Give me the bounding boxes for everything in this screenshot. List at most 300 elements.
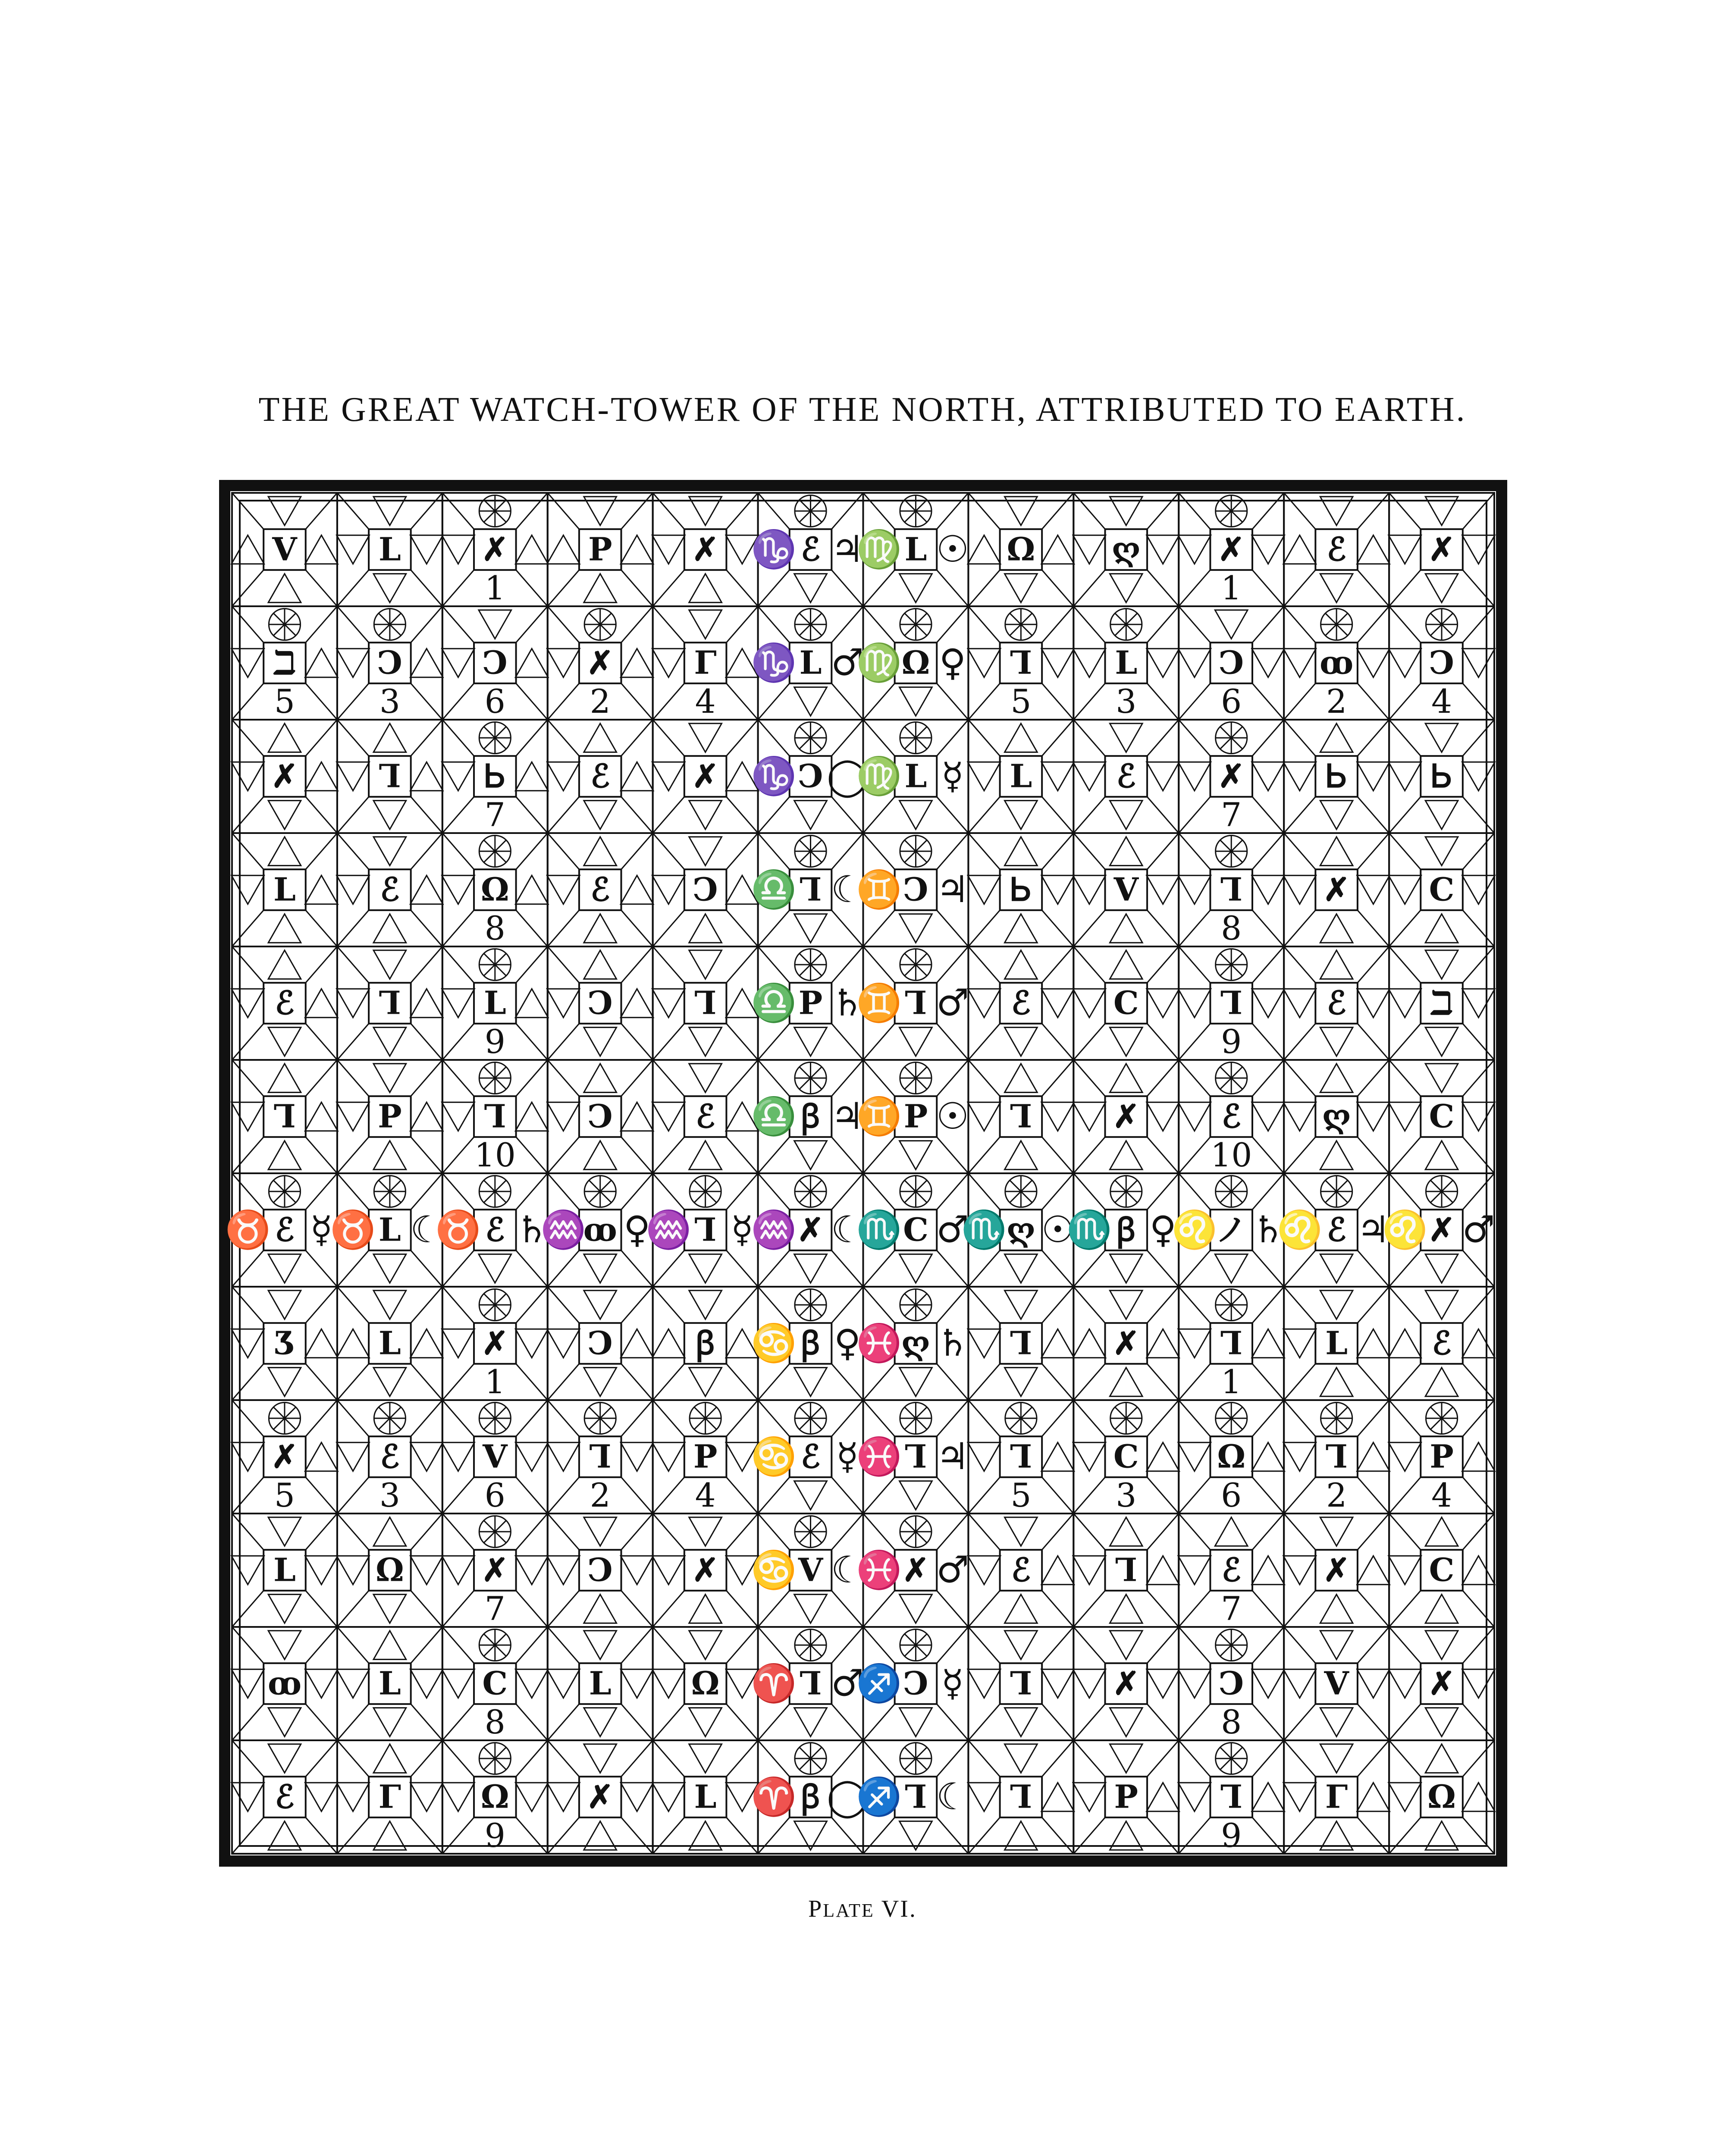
tablet-cell bbox=[1073, 1627, 1179, 1740]
tablet-cell bbox=[856, 1627, 968, 1740]
cell-bottom-triangle bbox=[1425, 801, 1458, 830]
cell-letter: Ↄ bbox=[482, 644, 508, 682]
cell-top-wheel bbox=[690, 1175, 721, 1207]
tablet-cell bbox=[856, 1287, 969, 1400]
cell-bottom-triangle bbox=[584, 1368, 617, 1397]
cell-letter: C bbox=[482, 1665, 508, 1702]
cell-bottom-triangle bbox=[1425, 1821, 1458, 1850]
tablet-cell bbox=[232, 1287, 338, 1400]
cell-bottom-triangle bbox=[1320, 574, 1353, 603]
cell-bottom-triangle bbox=[584, 1254, 617, 1283]
tablet-cell bbox=[337, 1287, 443, 1400]
cell-letter: Γ bbox=[378, 1778, 401, 1816]
tablet-cell bbox=[1389, 1287, 1495, 1400]
cell-top-triangle bbox=[1005, 1631, 1038, 1660]
cell-bottom-number: 5 bbox=[1010, 682, 1032, 721]
tablet-cell bbox=[1073, 946, 1179, 1060]
cell-bottom-number: 1 bbox=[1221, 569, 1242, 607]
cell-right-triangle bbox=[305, 989, 338, 1018]
cell-right-triangle bbox=[1462, 535, 1495, 564]
cell-letter: ℰ bbox=[275, 984, 295, 1022]
cell-right-sign: ☾ bbox=[831, 1209, 864, 1251]
cell-left-triangle bbox=[232, 875, 264, 904]
cell-top-triangle bbox=[373, 1064, 406, 1093]
cell-letter: Ↄ bbox=[1429, 644, 1455, 682]
cell-left-triangle bbox=[547, 875, 580, 904]
cell-right-triangle bbox=[1147, 989, 1179, 1018]
cell-left-sign: ♏ bbox=[856, 1209, 902, 1251]
cell-letter: L bbox=[378, 1665, 401, 1702]
cell-right-triangle bbox=[410, 1442, 443, 1471]
cell-right-triangle bbox=[410, 875, 443, 904]
cell-top-wheel bbox=[795, 1175, 826, 1207]
cell-letter: Ω bbox=[480, 1778, 509, 1816]
cell-right-triangle bbox=[1252, 1442, 1285, 1471]
cell-left-triangle bbox=[1073, 989, 1106, 1018]
cell-bottom-triangle bbox=[1005, 1254, 1038, 1283]
cell-left-triangle bbox=[1283, 1556, 1316, 1585]
cell-letter: P bbox=[903, 1098, 928, 1135]
cell-top-triangle bbox=[1425, 1517, 1458, 1546]
cell-bottom-triangle bbox=[794, 574, 827, 603]
cell-left-triangle bbox=[1283, 1669, 1316, 1698]
cell-letter: Ω bbox=[1427, 1778, 1456, 1816]
cell-top-triangle bbox=[373, 950, 406, 979]
cell-top-wheel bbox=[1216, 835, 1247, 867]
cell-letter: ℰ bbox=[1221, 1551, 1241, 1589]
cell-bottom-triangle bbox=[1005, 1821, 1038, 1850]
cell-left-triangle bbox=[442, 649, 475, 677]
cell-letter: ✗ bbox=[1323, 1551, 1350, 1589]
cell-left-triangle bbox=[968, 535, 1000, 564]
cell-right-triangle bbox=[410, 649, 443, 677]
tablet-cell bbox=[856, 1740, 969, 1854]
tablet-cell bbox=[337, 493, 443, 606]
cell-right-sign: ◯ bbox=[827, 755, 868, 798]
cell-letter: ℰ bbox=[590, 871, 610, 909]
cell-bottom-triangle bbox=[584, 1141, 617, 1170]
tablet-cell bbox=[968, 1514, 1074, 1627]
tablet-cell bbox=[652, 1400, 758, 1514]
cell-right-triangle bbox=[621, 1102, 653, 1131]
tablet-cell bbox=[442, 946, 548, 1061]
tablet-cell bbox=[751, 720, 868, 833]
tablet-cell bbox=[1283, 1400, 1389, 1514]
cell-bottom-triangle bbox=[794, 1481, 827, 1510]
cell-letter: V bbox=[1113, 871, 1138, 909]
cell-bottom-triangle bbox=[1425, 1141, 1458, 1170]
cell-top-wheel bbox=[900, 835, 932, 867]
cell-left-triangle bbox=[1389, 1102, 1421, 1131]
tablet-cell bbox=[751, 1400, 863, 1514]
tablet-cell bbox=[337, 1400, 443, 1514]
tablet-cell bbox=[652, 1287, 758, 1400]
cell-left-sign: ♎ bbox=[751, 982, 797, 1025]
cell-left-triangle bbox=[442, 989, 475, 1018]
cell-bottom-number: 4 bbox=[1431, 682, 1452, 721]
cell-bottom-number: 7 bbox=[1221, 1589, 1242, 1628]
tablet-cell bbox=[1178, 1400, 1284, 1514]
tablet-cell bbox=[1178, 606, 1284, 721]
cell-left-sign: ♐ bbox=[856, 1662, 902, 1705]
tablet-cell bbox=[547, 946, 653, 1060]
cell-letter: Ꞁ bbox=[904, 984, 927, 1022]
tablet-cell bbox=[337, 606, 443, 721]
cell-letter: Ʒ bbox=[274, 1325, 295, 1362]
cell-bottom-triangle bbox=[1005, 1368, 1038, 1397]
cell-left-sign: ♍ bbox=[856, 755, 902, 798]
cell-top-triangle bbox=[268, 1631, 301, 1660]
cell-bottom-triangle bbox=[900, 1368, 932, 1397]
cell-left-triangle bbox=[968, 1669, 1000, 1698]
tablet-cell bbox=[1283, 493, 1389, 606]
cell-top-triangle bbox=[268, 724, 301, 752]
cell-left-sign: ♈ bbox=[751, 1776, 797, 1818]
cell-left-triangle bbox=[1178, 1329, 1211, 1358]
cell-letter: Ꮟ bbox=[1431, 758, 1452, 795]
cell-letter: L bbox=[378, 1211, 401, 1249]
cell-top-triangle bbox=[373, 1517, 406, 1546]
cell-left-triangle bbox=[337, 649, 370, 677]
tablet-cell bbox=[1178, 833, 1284, 947]
tablet-cell bbox=[1073, 493, 1179, 606]
cell-bottom-triangle bbox=[689, 1028, 722, 1056]
cell-letter: Ꞁ bbox=[904, 1438, 927, 1476]
cell-letter: ✗ bbox=[692, 758, 719, 795]
cell-letter: L bbox=[483, 984, 506, 1022]
cell-letter: L bbox=[1115, 644, 1138, 682]
cell-left-triangle bbox=[1073, 875, 1106, 904]
cell-right-triangle bbox=[1462, 649, 1495, 677]
cell-left-triangle bbox=[652, 875, 685, 904]
cell-letter: Ꞁ bbox=[1220, 984, 1243, 1022]
cell-right-sign: ♂ bbox=[936, 982, 969, 1025]
tablet-cell bbox=[1073, 606, 1179, 721]
cell-right-sign: ♄ bbox=[515, 1209, 549, 1251]
cell-letter: Ↄ bbox=[587, 1551, 613, 1589]
cell-left-triangle bbox=[652, 1102, 685, 1131]
cell-right-sign: ♃ bbox=[936, 1435, 969, 1478]
cell-letter: Ꞁ bbox=[799, 871, 822, 909]
cell-top-wheel bbox=[1426, 1402, 1457, 1434]
cell-top-wheel bbox=[795, 1516, 826, 1547]
tablet-cell bbox=[547, 720, 653, 833]
cell-letter: ℰ bbox=[380, 871, 400, 909]
tablet-cell bbox=[751, 1514, 864, 1627]
cell-bottom-triangle bbox=[1005, 1141, 1038, 1170]
cell-letter: ℶ bbox=[274, 644, 295, 682]
cell-letter: ✗ bbox=[271, 1438, 298, 1476]
cell-right-triangle bbox=[1041, 535, 1074, 564]
cell-bottom-number: 1 bbox=[484, 569, 505, 607]
cell-top-wheel bbox=[795, 1062, 826, 1094]
cell-top-wheel bbox=[584, 608, 616, 640]
cell-bottom-triangle bbox=[1005, 1708, 1038, 1737]
cell-top-triangle bbox=[1320, 1744, 1353, 1773]
cell-bottom-triangle bbox=[584, 1595, 617, 1623]
tablet-cell bbox=[547, 606, 653, 721]
cell-bottom-triangle bbox=[900, 914, 932, 943]
tablet-cell bbox=[652, 833, 758, 946]
cell-top-triangle bbox=[1425, 837, 1458, 866]
plate-caption bbox=[0, 1895, 1725, 1923]
cell-right-sign: ☿ bbox=[731, 1209, 754, 1251]
cell-letter: Ꮟ bbox=[1326, 758, 1347, 795]
tablet-cell bbox=[442, 1627, 548, 1741]
cell-letter: L bbox=[589, 1665, 612, 1702]
cell-right-triangle bbox=[1462, 1669, 1495, 1698]
cell-letter: ✗ bbox=[1113, 1325, 1140, 1362]
cell-top-wheel bbox=[690, 1402, 721, 1434]
cell-letter: ✗ bbox=[1428, 531, 1455, 568]
tablet-cell bbox=[442, 606, 548, 721]
cell-letter: ✗ bbox=[481, 531, 508, 568]
cell-right-sign: ☾ bbox=[831, 868, 864, 911]
cell-left-triangle bbox=[1389, 1783, 1421, 1811]
cell-right-sign: ◯ bbox=[827, 1776, 868, 1818]
cell-bottom-triangle bbox=[1425, 574, 1458, 603]
cell-bottom-triangle bbox=[1425, 1028, 1458, 1056]
cell-bottom-triangle bbox=[479, 1254, 511, 1283]
cell-left-triangle bbox=[547, 1329, 580, 1358]
cell-letter: L bbox=[694, 1778, 717, 1816]
cell-left-triangle bbox=[652, 989, 685, 1018]
cell-letter: ꞵ bbox=[800, 1325, 821, 1362]
cell-left-sign: ♒ bbox=[751, 1209, 797, 1251]
cell-letter: ✗ bbox=[1113, 1665, 1140, 1702]
cell-letter: Ꞁ bbox=[1010, 644, 1032, 682]
tablet-cell bbox=[751, 1173, 864, 1287]
cell-bottom-triangle bbox=[1005, 574, 1038, 603]
cell-left-sign: ♌ bbox=[1276, 1209, 1323, 1251]
cell-top-triangle bbox=[1425, 1291, 1458, 1319]
cell-bottom-triangle bbox=[689, 801, 722, 830]
cell-left-sign: ♉ bbox=[225, 1209, 271, 1251]
cell-top-triangle bbox=[1005, 1291, 1038, 1319]
cell-letter: ღ bbox=[1006, 1211, 1036, 1249]
cell-left-sign: ♋ bbox=[751, 1435, 797, 1478]
cell-top-triangle bbox=[689, 1291, 722, 1319]
cell-bottom-triangle bbox=[689, 1141, 722, 1170]
cell-bottom-triangle bbox=[1320, 1028, 1353, 1056]
tablet-cell bbox=[652, 1627, 758, 1740]
tablet-cell bbox=[547, 493, 653, 606]
cell-top-triangle bbox=[689, 724, 722, 752]
cell-top-triangle bbox=[689, 1631, 722, 1660]
cell-left-triangle bbox=[1178, 1442, 1211, 1471]
cell-right-triangle bbox=[1357, 1556, 1390, 1585]
cell-left-sign: ♍ bbox=[856, 642, 902, 684]
tablet-cell bbox=[232, 833, 338, 946]
cell-bottom-number: 7 bbox=[1221, 796, 1242, 834]
cell-bottom-triangle bbox=[900, 1595, 932, 1623]
cell-top-wheel bbox=[1216, 1742, 1247, 1774]
cell-top-wheel bbox=[900, 1289, 932, 1320]
cell-right-triangle bbox=[1462, 875, 1495, 904]
cell-right-sign: ☾ bbox=[410, 1209, 443, 1251]
cell-right-triangle bbox=[1041, 1783, 1074, 1811]
cell-left-triangle bbox=[232, 762, 264, 791]
cell-left-sign: ♋ bbox=[751, 1549, 797, 1592]
tablet-cell bbox=[1178, 720, 1284, 834]
cell-top-triangle bbox=[584, 1291, 617, 1319]
cell-top-triangle bbox=[689, 1064, 722, 1093]
cell-right-triangle bbox=[305, 1556, 338, 1585]
cell-bottom-number: 8 bbox=[484, 909, 505, 947]
cell-letter: ꞵ bbox=[800, 1778, 821, 1816]
cell-left-triangle bbox=[547, 762, 580, 791]
cell-left-triangle bbox=[442, 535, 475, 564]
cell-bottom-number: 9 bbox=[484, 1816, 505, 1855]
cell-top-triangle bbox=[479, 610, 511, 639]
cell-right-triangle bbox=[621, 1783, 653, 1811]
cell-bottom-triangle bbox=[1320, 914, 1353, 943]
cell-top-wheel bbox=[900, 608, 932, 640]
tablet-cell bbox=[1066, 1173, 1179, 1287]
cell-left-triangle bbox=[442, 1669, 475, 1698]
cell-top-triangle bbox=[689, 837, 722, 866]
cell-bottom-triangle bbox=[794, 801, 827, 830]
cell-right-triangle bbox=[410, 1329, 443, 1358]
cell-top-wheel bbox=[900, 722, 932, 753]
tablet-cell bbox=[751, 493, 864, 606]
cell-bottom-number: 1 bbox=[1221, 1363, 1242, 1401]
cell-letter: P bbox=[693, 1438, 718, 1476]
cell-bottom-triangle bbox=[268, 801, 301, 830]
cell-right-triangle bbox=[305, 1102, 338, 1131]
cell-left-triangle bbox=[1389, 1669, 1421, 1698]
cell-letter: L bbox=[273, 871, 296, 909]
cell-top-triangle bbox=[1320, 1631, 1353, 1660]
cell-letter: Ꞁ bbox=[1010, 1438, 1032, 1476]
cell-right-triangle bbox=[410, 1669, 443, 1698]
cell-top-wheel bbox=[479, 722, 511, 753]
cell-left-sign: ♈ bbox=[751, 1662, 797, 1705]
cell-letter: ✗ bbox=[481, 1325, 508, 1362]
cell-left-sign: ♑ bbox=[751, 642, 797, 684]
tablet-cell bbox=[1389, 606, 1495, 721]
cell-bottom-triangle bbox=[1110, 1028, 1142, 1056]
cell-letter: Ꞁ bbox=[1220, 1778, 1243, 1816]
cell-bottom-triangle bbox=[1425, 1254, 1458, 1283]
cell-left-triangle bbox=[652, 535, 685, 564]
cell-letter: Ↄ bbox=[798, 758, 823, 795]
tablet-cell bbox=[337, 1627, 443, 1740]
cell-top-wheel bbox=[1110, 1402, 1142, 1434]
cell-left-triangle bbox=[1283, 875, 1316, 904]
tablet-cell bbox=[968, 1400, 1074, 1514]
cell-letter: Ꞁ bbox=[694, 984, 717, 1022]
cell-bottom-triangle bbox=[1005, 1028, 1038, 1056]
cell-letter: ℰ bbox=[801, 531, 820, 568]
cell-bottom-triangle bbox=[900, 1141, 932, 1170]
tablet-cell bbox=[442, 1514, 548, 1628]
cell-letter: ✗ bbox=[586, 644, 614, 682]
cell-top-triangle bbox=[1110, 497, 1142, 526]
cell-bottom-number: 9 bbox=[1221, 1816, 1242, 1855]
cell-right-triangle bbox=[305, 1669, 338, 1698]
cell-top-wheel bbox=[479, 949, 511, 980]
cell-letter: Ↄ bbox=[903, 871, 928, 909]
cell-right-triangle bbox=[621, 1329, 653, 1358]
cell-right-triangle bbox=[410, 1783, 443, 1811]
cell-left-sign: ♑ bbox=[751, 755, 797, 798]
cell-left-sign: ♐ bbox=[856, 1776, 902, 1818]
cell-left-triangle bbox=[1283, 649, 1316, 677]
cell-top-triangle bbox=[1425, 1744, 1458, 1773]
cell-letter: L bbox=[904, 531, 927, 568]
cell-right-triangle bbox=[1041, 989, 1074, 1018]
tablet-cell bbox=[547, 1060, 653, 1173]
tablet-cell bbox=[232, 493, 338, 606]
cell-letter: Γ bbox=[694, 644, 717, 682]
cell-letter: L bbox=[378, 1325, 401, 1362]
cell-top-wheel bbox=[795, 835, 826, 867]
cell-letter: Ꞁ bbox=[378, 758, 401, 795]
tablet-cell bbox=[856, 1400, 969, 1514]
tablet-cell bbox=[652, 946, 758, 1060]
cell-top-wheel bbox=[1216, 1289, 1247, 1320]
cell-right-triangle bbox=[621, 1556, 653, 1585]
cell-top-wheel bbox=[479, 1289, 511, 1320]
cell-left-triangle bbox=[1178, 1556, 1211, 1585]
tablet-cell bbox=[968, 1060, 1074, 1173]
tablet-cell bbox=[1389, 493, 1495, 606]
tablet-cell bbox=[1073, 1514, 1179, 1627]
cell-right-sign: ♃ bbox=[831, 1095, 864, 1138]
cell-left-triangle bbox=[968, 649, 1000, 677]
tablet-cell bbox=[652, 606, 758, 721]
tablet-cell bbox=[1389, 1740, 1495, 1854]
cell-left-triangle bbox=[442, 1442, 475, 1471]
cell-right-triangle bbox=[1147, 649, 1179, 677]
cell-letter: Ω bbox=[1217, 1438, 1246, 1476]
cell-top-triangle bbox=[1320, 1064, 1353, 1093]
cell-right-triangle bbox=[515, 1329, 548, 1358]
cell-right-triangle bbox=[1041, 875, 1074, 904]
cell-right-sign: ♃ bbox=[936, 868, 969, 911]
cell-bottom-number: 8 bbox=[1221, 1703, 1242, 1741]
tablet-cell bbox=[442, 720, 548, 834]
cell-right-sign: ☿ bbox=[836, 1435, 859, 1478]
tablet-cell bbox=[337, 720, 443, 833]
cell-letter: ✗ bbox=[1218, 758, 1245, 795]
cell-left-triangle bbox=[442, 1329, 475, 1358]
tablet-cell bbox=[442, 1740, 548, 1855]
cell-left-triangle bbox=[337, 1102, 370, 1131]
cell-bottom-triangle bbox=[268, 1368, 301, 1397]
cell-letter: V bbox=[798, 1551, 823, 1589]
cell-top-wheel bbox=[1005, 1175, 1037, 1207]
tablet-cell bbox=[1073, 1060, 1179, 1173]
cell-letter: Ↄ bbox=[693, 871, 718, 909]
cell-bottom-triangle bbox=[1320, 801, 1353, 830]
cell-right-triangle bbox=[410, 1556, 443, 1585]
cell-top-wheel bbox=[479, 1516, 511, 1547]
cell-bottom-triangle bbox=[900, 1708, 932, 1737]
cell-bottom-number: 5 bbox=[1010, 1476, 1032, 1514]
cell-letter: P bbox=[798, 984, 823, 1022]
cell-bottom-triangle bbox=[1110, 1368, 1142, 1397]
cell-bottom-number: 7 bbox=[484, 796, 505, 834]
cell-bottom-triangle bbox=[794, 1595, 827, 1623]
cell-top-wheel bbox=[1005, 608, 1037, 640]
cell-top-triangle bbox=[1005, 837, 1038, 866]
cell-top-triangle bbox=[584, 1517, 617, 1546]
cell-top-triangle bbox=[584, 1064, 617, 1093]
cell-right-triangle bbox=[1147, 1556, 1179, 1585]
tablet-cell bbox=[751, 1060, 864, 1173]
